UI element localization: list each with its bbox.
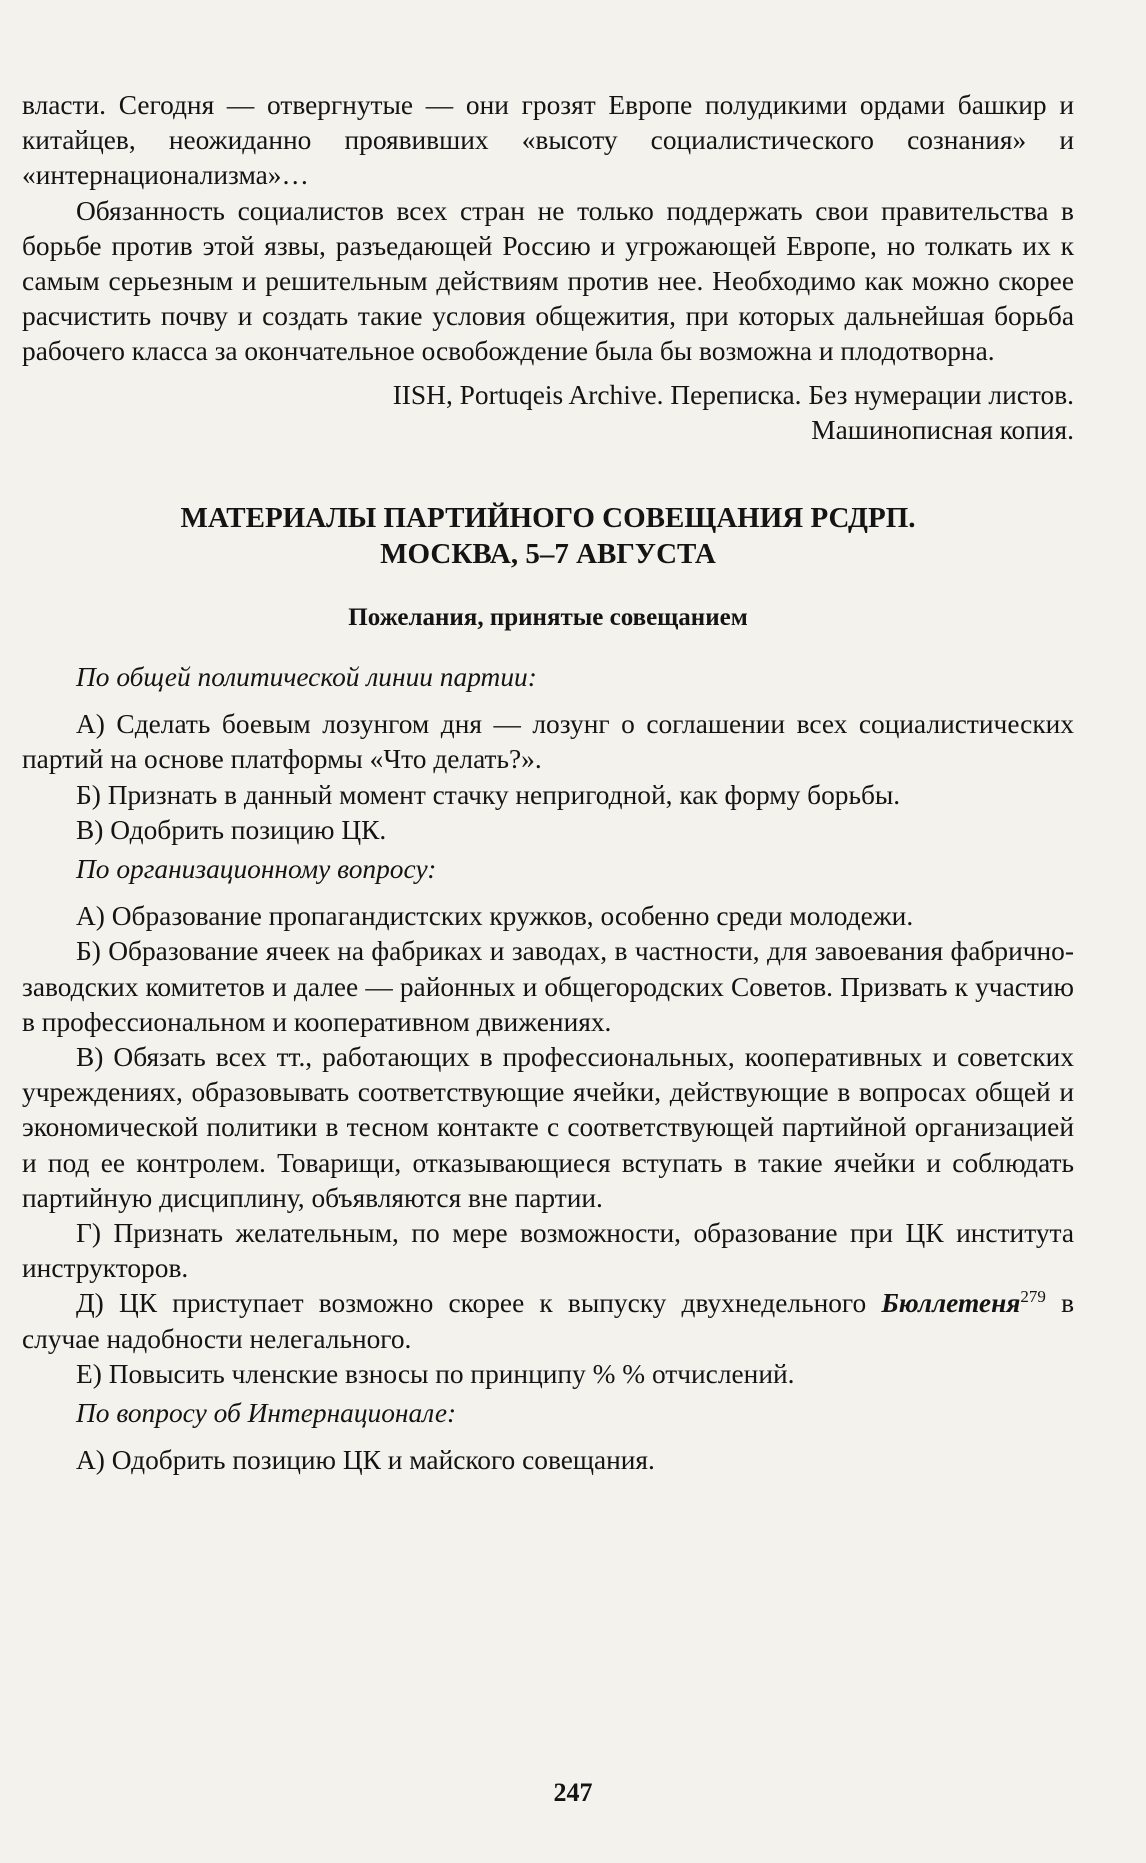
section-title: По организационному вопросу:: [76, 854, 437, 885]
section-organizational: [22, 852, 1074, 1392]
heading-line-1: МАТЕРИАЛЫ ПАРТИЙНОГО СОВЕЩАНИЯ РСДРП.: [180, 502, 916, 535]
list-item: Б) Образование ячеек на фабриках и заводах, в частности, для завоевания фабрично-заводских комитетов и далее — районных и общегородских Советов. Призвать к участию в профессиональном и кооперативном движениях.: [22, 936, 1074, 1037]
bulletin-title: Бюллетеня: [881, 1288, 1021, 1319]
section-title: По вопросу об Интернационале:: [76, 1398, 457, 1429]
source-line-2: Машинописная копия.: [811, 414, 1074, 445]
footnote-ref: 279: [1020, 1287, 1046, 1307]
list-item-bulletin: [22, 1286, 1074, 1356]
heading-line-2: МОСКВА, 5–7 АВГУСТА: [380, 538, 716, 571]
intro-paragraph-2: Обязанность социалистов всех стран не только поддержать свои правительства в борьбе против этой язвы, разъедающей Россию и угрожающей Европе, но толкать их к самым серьезным и решительным действиям против нее. Необходимо как можно скорее расчистить почву и создать такие условия общежития, при которых дальнейшая борьба рабочего класса за окончательное освобождение была бы возможна и плодотворна.: [22, 195, 1074, 367]
list-item: А) Образование пропагандистских кружков, особенно среди молодежи.: [76, 901, 914, 932]
source-line-1: IISH, Portuqeis Archive. Переписка. Без нумерации листов.: [392, 379, 1074, 410]
document-subtitle: Пожелания, принятые совещанием: [348, 604, 748, 632]
page-number: 247: [553, 1778, 593, 1807]
list-item: В) Одобрить позицию ЦК.: [76, 814, 387, 845]
list-item: Г) Признать желательным, по мере возможности, образование при ЦК института инструкторов.: [22, 1218, 1074, 1284]
text-column: [22, 88, 1074, 1479]
document-heading: [22, 500, 1074, 572]
intro-paragraph-1: власти. Сегодня — отвергнутые — они грозят Европе полудикими ордами башкир и китайцев, неожиданно проявивших «высоту социалистического сознания» и «интернационализма»…: [22, 90, 1074, 191]
list-item: А) Одобрить позицию ЦК и майского совещания.: [76, 1445, 655, 1476]
item-text-end: в случае надобности нелегального.: [22, 1288, 1074, 1354]
list-item: Б) Признать в данный момент стачку непригодной, как форму борьбы.: [76, 779, 901, 810]
list-item: А) Сделать боевым лозунгом дня — лозунг о соглашении всех социалистических партий на основе платформы «Что делать?».: [22, 709, 1074, 775]
section-title: По общей политической линии партии:: [76, 662, 537, 693]
section-international: [22, 1396, 1074, 1478]
source-citation: [22, 378, 1074, 448]
item-text-start: Д) ЦК приступает возможно скорее к выпуску двухнедельного: [76, 1288, 882, 1319]
list-item: В) Обязать всех тт., работающих в профессиональных, кооперативных и советских учреждениях, образовывать соответствующие ячейки, действующие в вопросах общей и экономической политики в тесном контакте с соответствующей партийной организацией и под ее контролем. Товарищи, отказывающиеся вступать в такие ячейки и соблюдать партийную дисциплину, объявляются вне партии.: [22, 1042, 1074, 1213]
list-item: Е) Повысить членские взносы по принципу % % отчислений.: [76, 1358, 795, 1389]
section-political-line: [22, 660, 1074, 848]
